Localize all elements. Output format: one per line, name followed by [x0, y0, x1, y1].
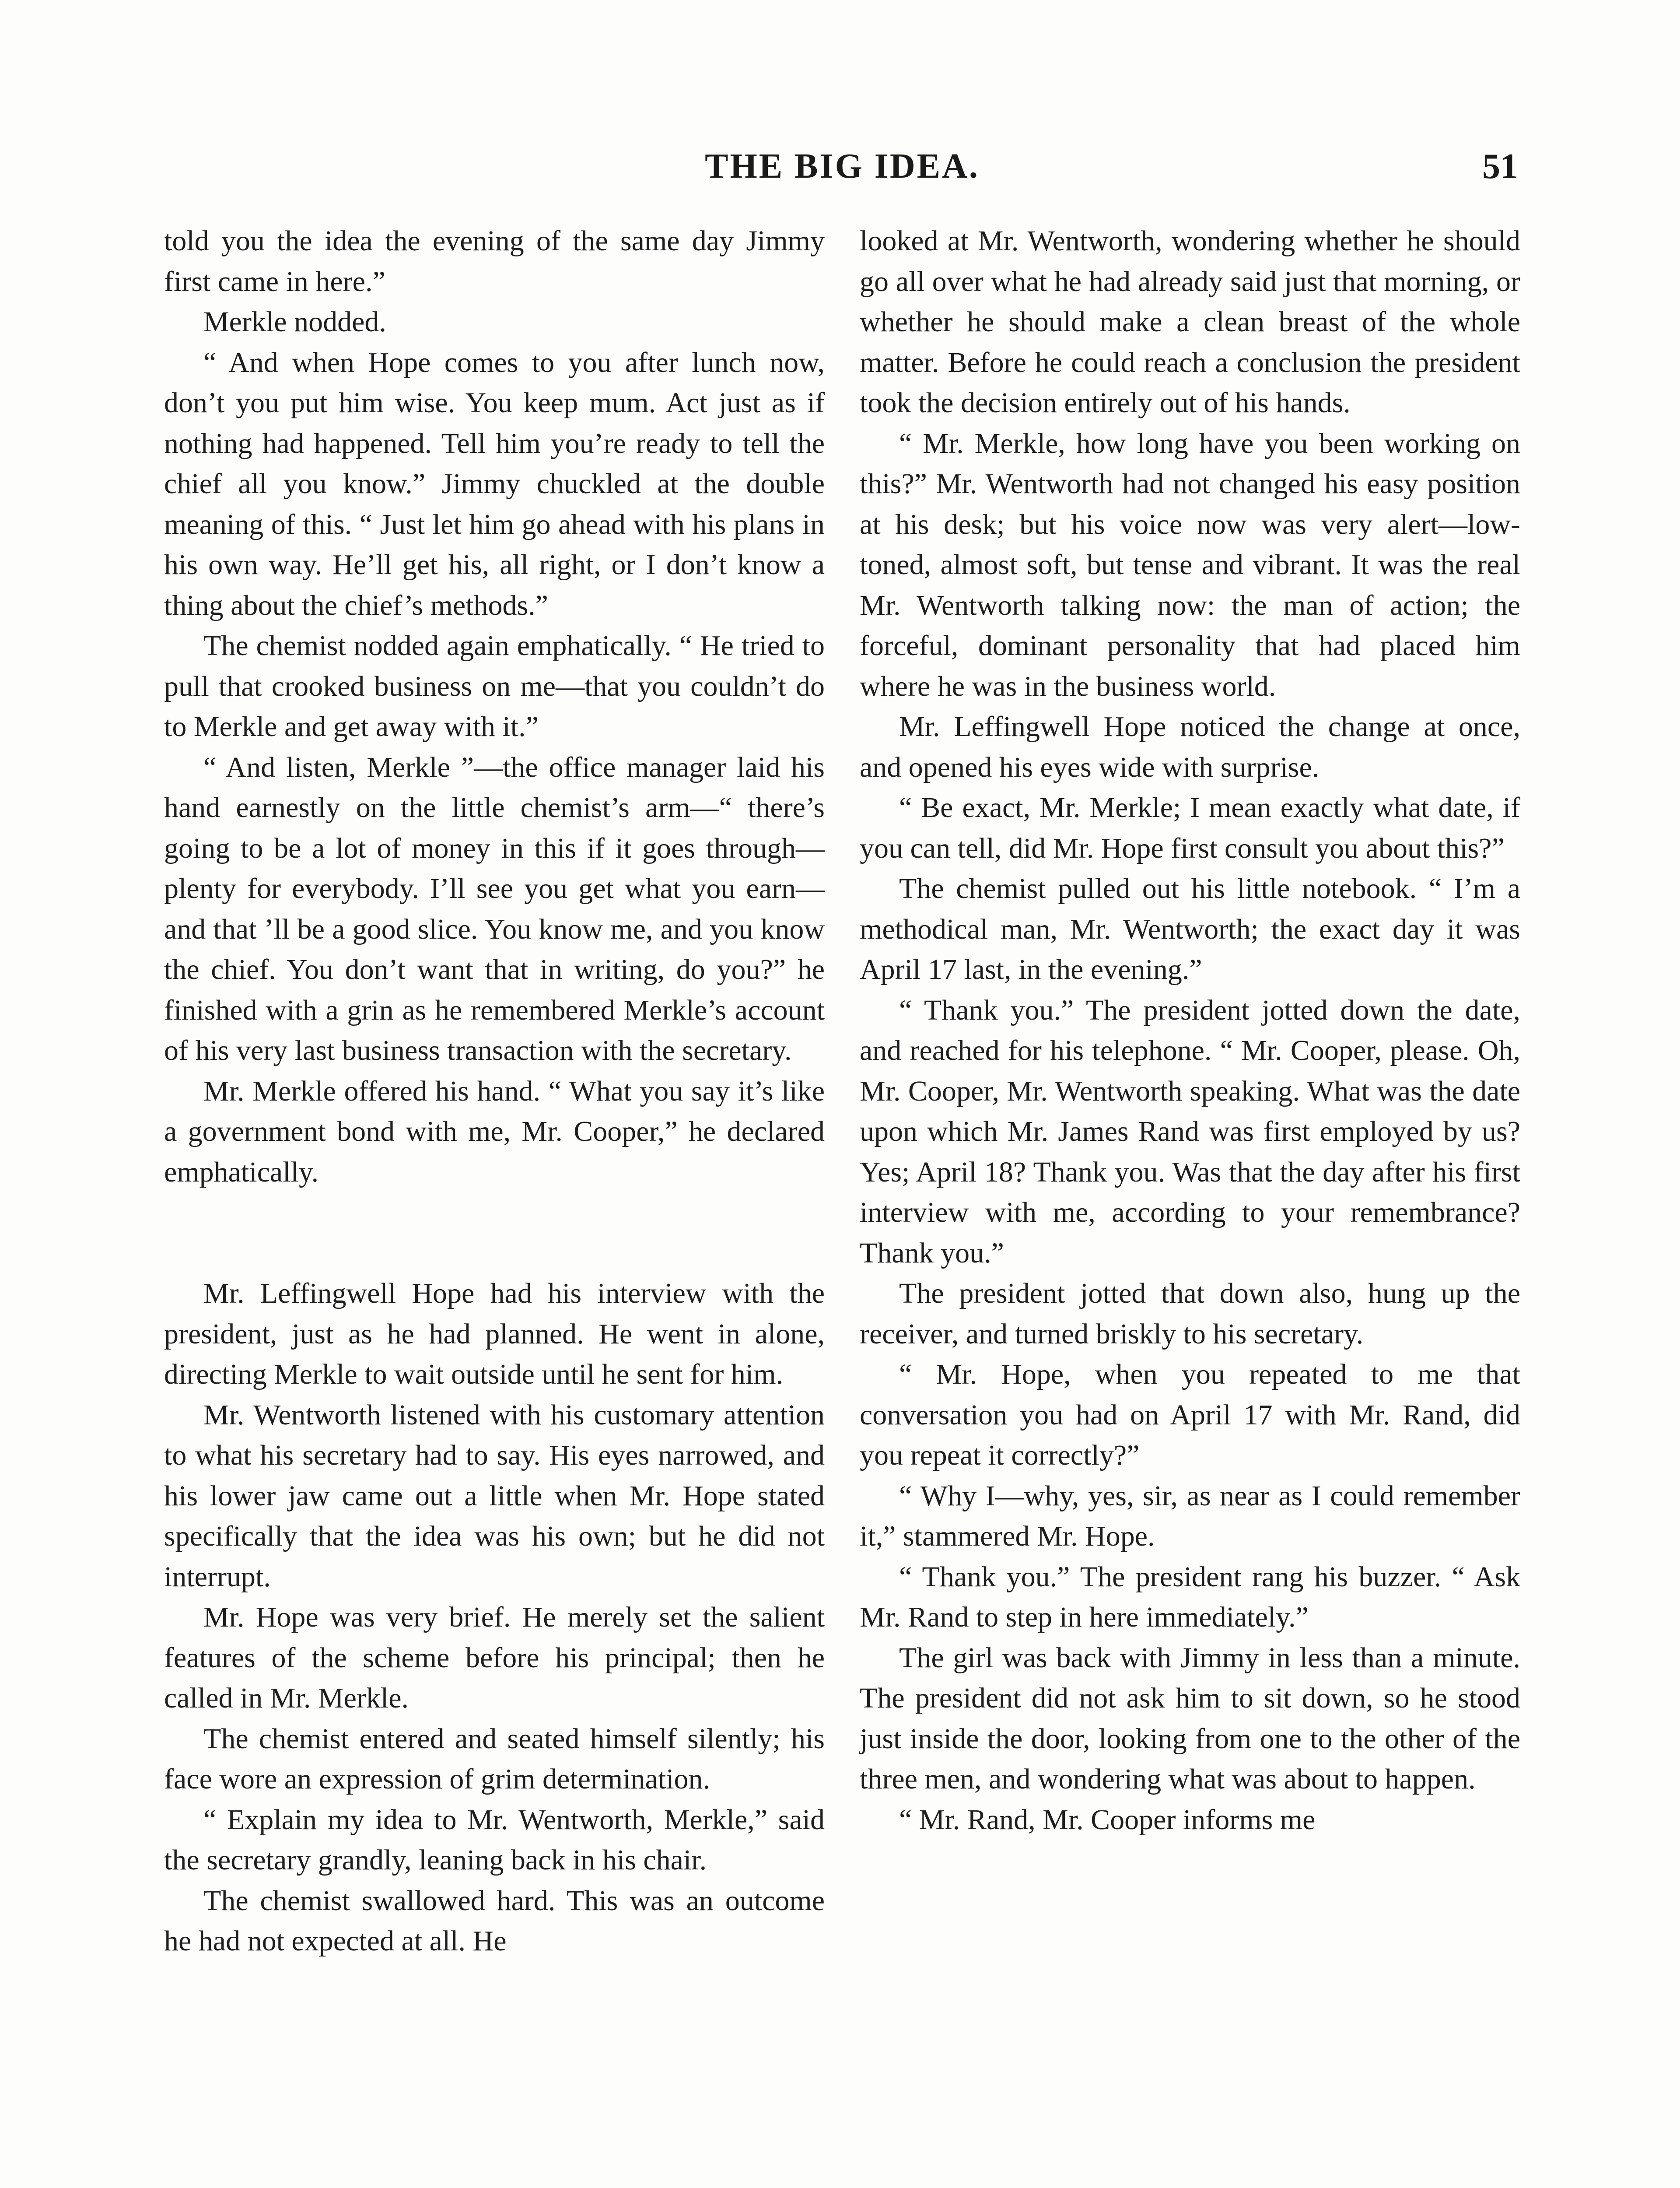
paragraph: “ Explain my idea to Mr. Wentworth, Merkle,” said the secretary grandly, leaning back in his chair.	[164, 1803, 825, 1876]
paragraph: “ Be exact, Mr. Merkle; I mean exactly what date, if you can tell, did Mr. Hope first consult you about this?”	[860, 792, 1520, 864]
paragraph: “ Mr. Merkle, how long have you been working on this?” Mr. Wentworth had not changed his easy position at his desk; but his voice now was very alert—low-toned, almost soft, but tense and vibrant. It was the real Mr. Wentworth talking now: the man of action; the forceful, dominant personality that had placed him where he was in the business world.	[860, 427, 1520, 702]
paragraph: The chemist pulled out his little notebook. “ I’m a methodical man, Mr. Wentworth; the exact day it was April 17 last, in the evening.”	[860, 873, 1520, 985]
paragraph: “ And listen, Merkle ”—the office manager laid his hand earnestly on the little chemist’s arm—“ there’s going to be a lot of money in this if it goes through—plenty for everybody. I’ll see you get what you earn—and that ’ll be a good slice. You know me, and you know the chief. You don’t want that in writing, do you?” he finished with a grin as he remembered Merkle’s account of his very last business transaction with the secretary.	[164, 751, 825, 1066]
paragraph: The president jotted that down also, hung up the receiver, and turned briskly to his secretary.	[860, 1277, 1520, 1350]
paragraph: Mr. Hope was very brief. He merely set the salient features of the scheme before his principal; then he called in Mr. Merkle.	[164, 1601, 825, 1714]
paragraph: Mr. Wentworth listened with his customary attention to what his secretary had to say. His eyes narrowed, and his lower jaw came out a little when Mr. Hope stated specifically that the idea was his own; but he did not interrupt.	[164, 1399, 825, 1593]
paragraph: Mr. Leffingwell Hope noticed the change at once, and opened his eyes wide with surprise.	[860, 711, 1520, 783]
left-column	[164, 221, 825, 1962]
paragraph: The chemist entered and seated himself silently; his face wore an expression of grim determination.	[164, 1722, 825, 1795]
paragraph: Mr. Leffingwell Hope had his interview with the president, just as he had planned. He went in alone, directing Merkle to wait outside until he sent for him.	[164, 1277, 825, 1390]
paragraph: told you the idea the evening of the same day Jimmy first came in here.”	[164, 225, 825, 298]
paragraph: “ Mr. Hope, when you repeated to me that conversation you had on April 17 with Mr. Rand, did you repeat it correctly?”	[860, 1358, 1520, 1471]
paragraph: Mr. Merkle offered his hand. “ What you say it’s like a government bond with me, Mr. Cooper,” he declared emphatically.	[164, 1075, 825, 1188]
paragraph: “ Why I—why, yes, sir, as near as I could remember it,” stammered Mr. Hope.	[860, 1480, 1520, 1552]
paragraph: “ Thank you.” The president jotted down the date, and reached for his telephone. “ Mr. Cooper, please. Oh, Mr. Cooper, Mr. Wentworth speaking. What was the date upon which Mr. James Rand was first employed by us? Yes; April 18? Thank you. Was that the day after his first interview with me, according to your remembrance? Thank you.”	[860, 994, 1520, 1269]
running-head	[166, 142, 1518, 190]
paragraph: “ And when Hope comes to you after lunch now, don’t you put him wise. You keep mum. Act just as if nothing had happened. Tell him you’re ready to tell the chief all you know.” Jimmy chuckled at the double meaning of this. “ Just let him go ahead with his plans in his own way. He’ll get his, all right, or I don’t know a thing about the chief’s methods.”	[164, 346, 825, 621]
paragraph: The chemist nodded again emphatically. “ He tried to pull that crooked business on me—that you couldn’t do to Merkle and get away with it.”	[164, 630, 825, 743]
paragraph: “ Mr. Rand, Mr. Cooper informs me	[899, 1803, 1316, 1836]
page-number: 51	[1482, 146, 1518, 186]
right-column	[860, 221, 1520, 1840]
paragraph: looked at Mr. Wentworth, wondering whether he should go all over what he had already said just that morning, or whether he should make a clean breast of the whole matter. Before he could reach a conclusion the president took the decision entirely out of his hands.	[860, 225, 1520, 419]
running-title: THE BIG IDEA.	[705, 147, 980, 186]
paragraph: The chemist swallowed hard. This was an outcome he had not expected at all. He	[164, 1884, 825, 1957]
paragraph: “ Thank you.” The president rang his buzzer. “ Ask Mr. Rand to step in here immediately.”	[860, 1560, 1520, 1633]
paragraph: Merkle nodded.	[203, 306, 386, 338]
paragraph: The girl was back with Jimmy in less than a minute. The president did not ask him to sit down, so he stood just inside the door, looking from one to the other of the three men, and wondering what was about to happen.	[860, 1641, 1520, 1795]
